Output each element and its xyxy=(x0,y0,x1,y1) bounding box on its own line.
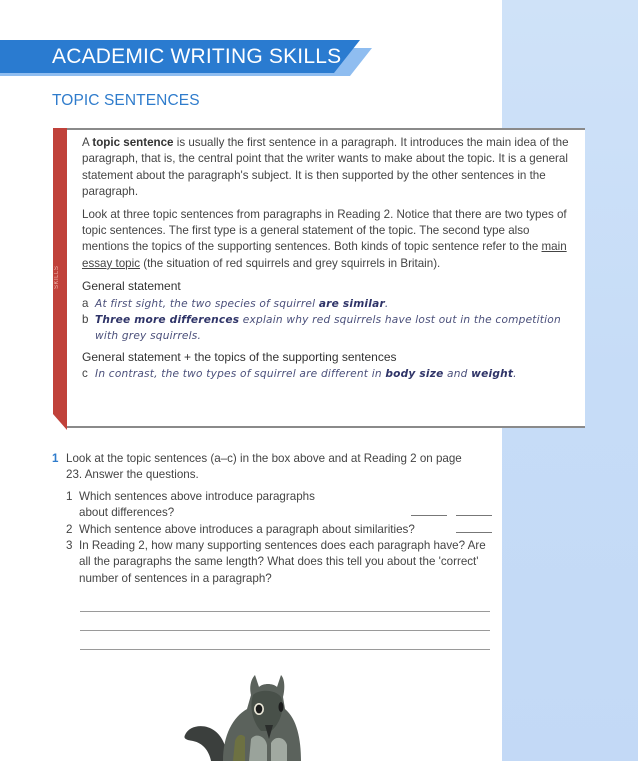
question-number: 1 xyxy=(66,489,73,503)
highlighted-phrase: body size xyxy=(385,368,444,381)
question-number: 2 xyxy=(66,522,73,536)
question-text: about differences? xyxy=(79,506,175,520)
example-sentence xyxy=(82,312,577,345)
example-fragment: and xyxy=(443,368,472,381)
answer-line[interactable] xyxy=(80,649,490,650)
skills-tab-label: SKILLS xyxy=(54,265,60,289)
answer-blank[interactable] xyxy=(456,505,492,516)
example-sentence xyxy=(82,366,577,382)
example-fragment: explain why red squirrels have lost out in the competition with grey squirrels. xyxy=(95,314,561,343)
example-fragment: . xyxy=(384,297,389,310)
exercise-instruction: Look at the topic sentences (a–c) in the box above and at Reading 2 on page 23. Answer the questions. xyxy=(66,452,462,482)
example-text xyxy=(95,366,577,382)
highlighted-phrase: Three more differences xyxy=(95,314,240,327)
exercise-1 xyxy=(52,451,492,587)
example-sentence xyxy=(82,296,577,312)
example-letter: a xyxy=(82,296,89,310)
underlined-term: main essay topic xyxy=(82,240,567,270)
heading-general-plus-topics: General statement + the topics of the supporting sentences xyxy=(82,349,397,364)
examples-topics xyxy=(82,366,577,382)
subsection-title: TOPIC SENTENCES xyxy=(52,92,200,109)
question-number: 3 xyxy=(66,539,73,553)
question-text: Which sentences above introduce paragraphs xyxy=(79,489,315,503)
explanation-paragraph: Look at three topic sentences from paragraphs in Reading 2. Notice that there are two types of topic sentences. The first type is a general statement of the topic. The second type also mentions the topics of the supporting sentences. Both kinds of topic sentence refer to the main essay topic (the situation of red squirrels and grey squirrels in Britain). xyxy=(82,207,567,270)
answer-line[interactable] xyxy=(80,630,490,631)
example-fragment: At first sight, the two species of squirrel xyxy=(95,297,319,310)
example-fragment: In contrast, the two types of squirrel are different in xyxy=(95,368,386,381)
highlighted-phrase: are similar xyxy=(318,297,385,310)
example-text xyxy=(95,296,577,312)
key-term: topic sentence xyxy=(92,136,174,149)
example-letter: c xyxy=(82,367,88,381)
squirrel-photo xyxy=(175,665,325,761)
question-text: Which sentence above introduces a paragraph about similarities? xyxy=(79,522,415,536)
example-letter: b xyxy=(82,313,89,327)
question-2 xyxy=(66,522,492,538)
example-fragment: . xyxy=(513,368,517,381)
intro-paragraph: A topic sentence is usually the first sentence in a paragraph. It introduces the main idea of the paragraph, that is, the central point that the writer wants to make about the topic. It is a general statement about the paragraph's subject. It is then supported by the other sentences in the paragraph. xyxy=(82,136,569,199)
exercise-number: 1 xyxy=(52,452,59,465)
section-title: ACADEMIC WRITING SKILLS xyxy=(52,45,342,68)
example-text xyxy=(95,312,577,345)
question-1 xyxy=(66,489,492,522)
examples-general xyxy=(82,296,577,345)
heading-general-statement: General statement xyxy=(82,279,181,294)
question-3 xyxy=(66,538,492,587)
answer-line[interactable] xyxy=(80,611,490,612)
skills-box-content xyxy=(82,135,577,383)
exercise-instruction-row xyxy=(52,451,492,484)
answer-blank[interactable] xyxy=(411,505,447,516)
highlighted-phrase: weight xyxy=(471,368,514,381)
question-text: In Reading 2, how many supporting sentences does each paragraph have? Are all the paragraphs the same length? What does this tell you about the 'correct' number of sentences in a paragraph? xyxy=(79,539,486,585)
answer-blank[interactable] xyxy=(456,522,492,533)
